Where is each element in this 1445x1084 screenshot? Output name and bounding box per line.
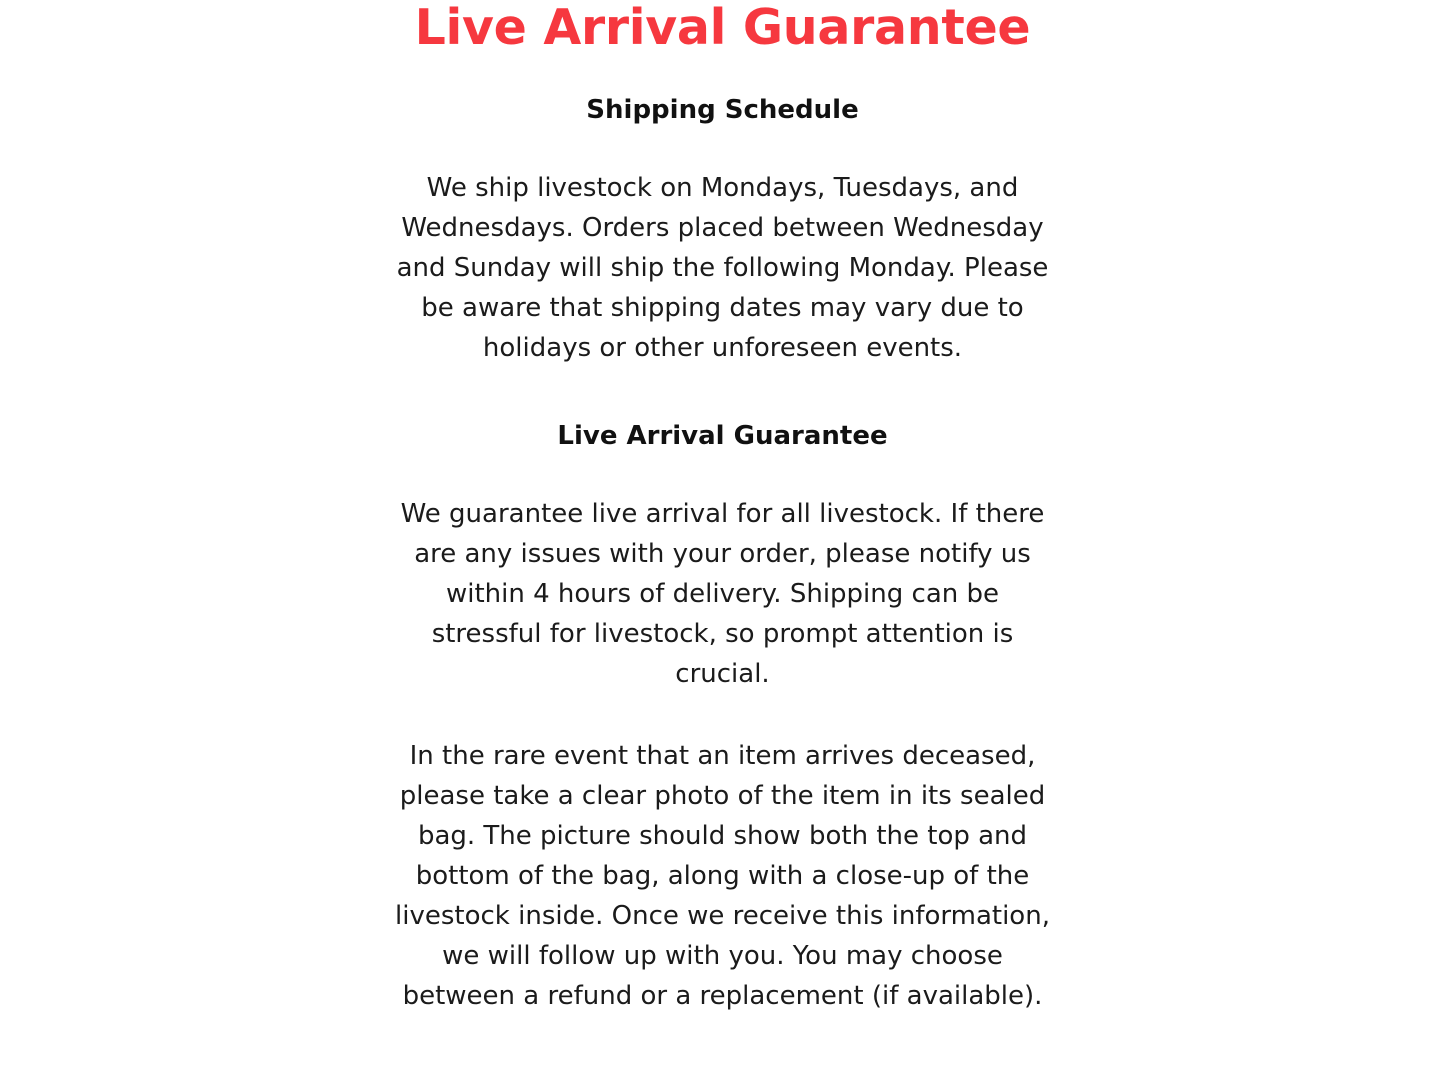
paragraph-deceased-item-policy: In the rare event that an item arrives deceased, please take a clear photo of the item in its sealed bag. The picture should show both the top and bottom of the bag, along with a close-up of the livestock inside. Once we receive this information, we will follow up with you. You may choose between a refund or a replacement (if available). xyxy=(395,741,1050,1011)
spacer xyxy=(393,126,1053,168)
spacer xyxy=(393,694,1053,736)
spacer xyxy=(393,368,1053,420)
paragraph-shipping-schedule: We ship livestock on Mondays, Tuesdays, and Wednesdays. Orders placed between Wednesday and Sunday will ship the following Monday. Please be aware that shipping dates may vary due to holidays or other unforeseen events. xyxy=(396,173,1049,363)
section-heading-live-arrival-guarantee: Live Arrival Guarantee xyxy=(557,421,888,451)
section-heading-shipping-schedule: Shipping Schedule xyxy=(586,95,859,125)
document-content xyxy=(393,0,1053,1016)
page-title: Live Arrival Guarantee xyxy=(414,0,1031,56)
paragraph-live-arrival-guarantee: We guarantee live arrival for all livestock. If there are any issues with your order, please notify us within 4 hours of delivery. Shipping can be stressful for livestock, so prompt attention is crucial. xyxy=(400,499,1045,689)
spacer xyxy=(393,452,1053,494)
